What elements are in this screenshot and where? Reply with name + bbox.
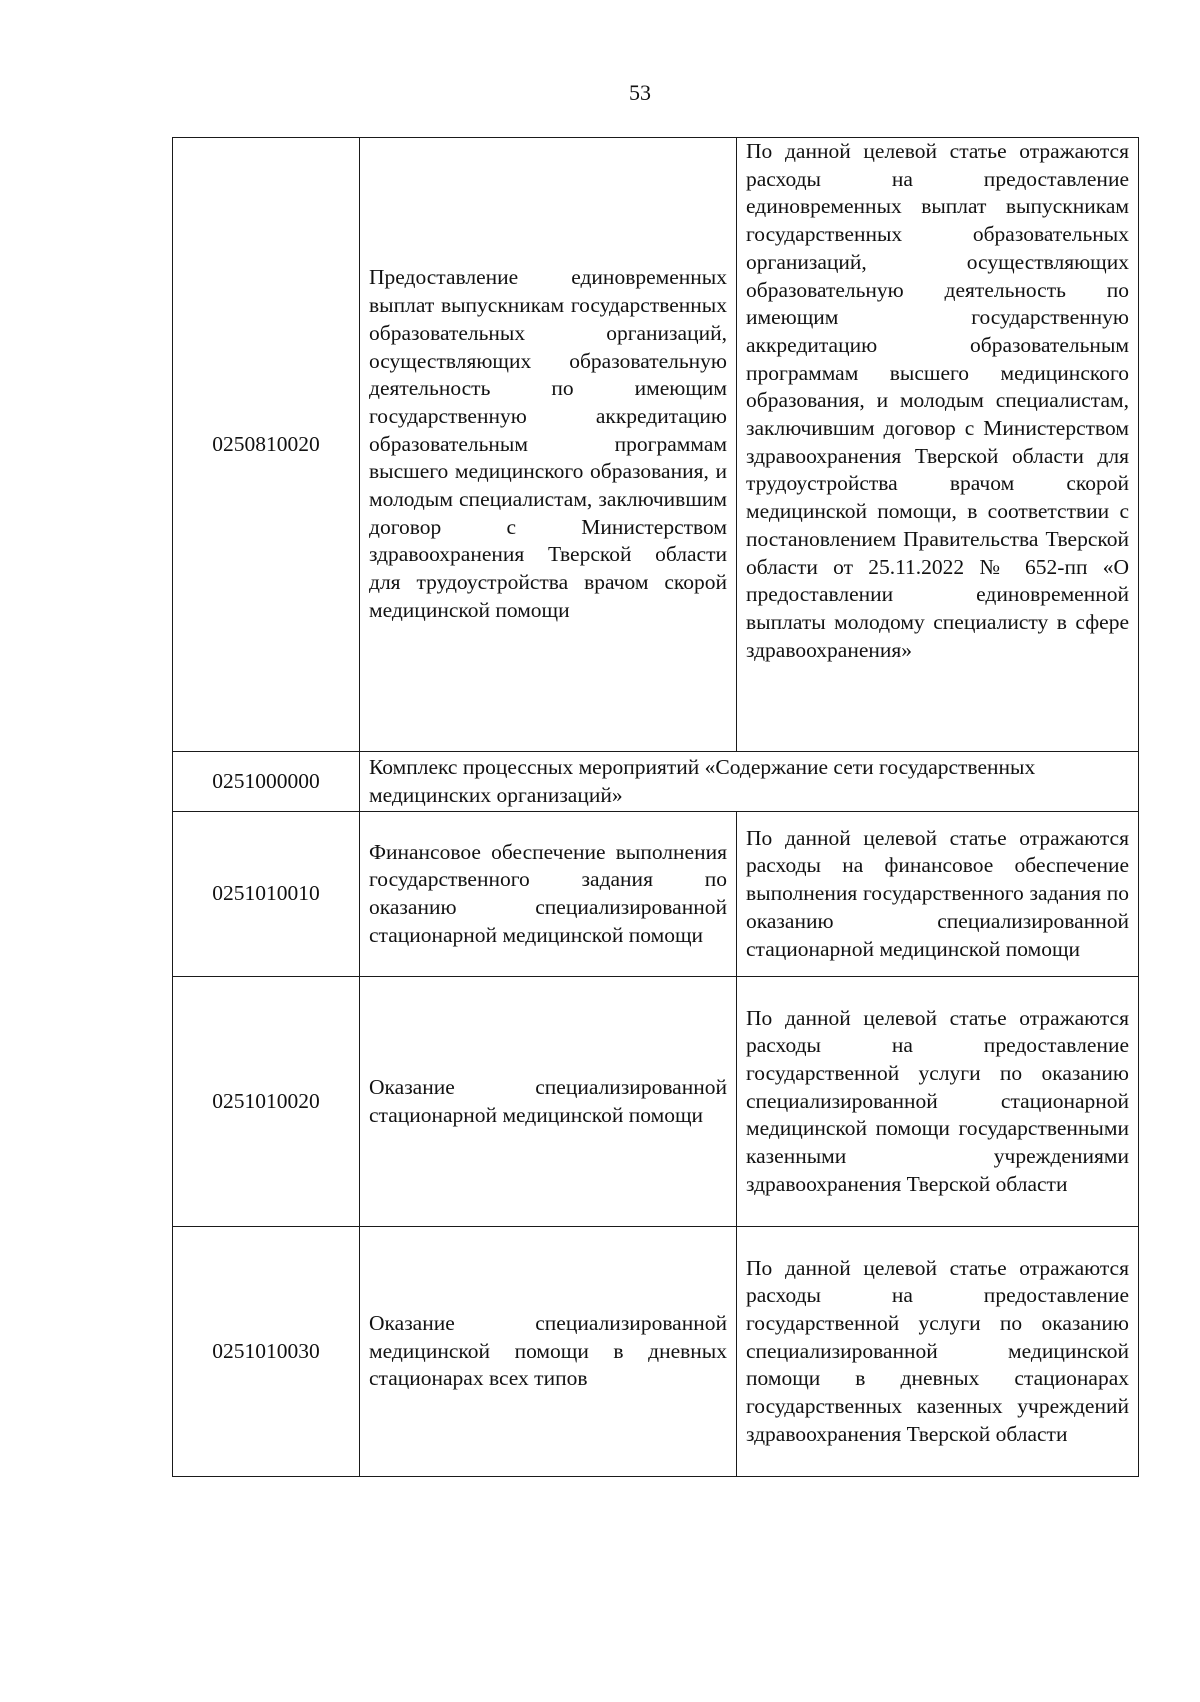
row-code: 0251010020 [173,977,360,1227]
row-name: Комплекс процессных мероприятий «Содержание сети государственных медицинских организаций» [360,752,1139,812]
table-row [173,1227,1139,1477]
row-description: По данной целевой статье отражаются расходы на предоставление государственной услуги по оказанию специализированной стационарной медицинской помощи государственными казенными учреждениями здравоохранения Тверской области [737,977,1139,1227]
row-name: Оказание специализированной стационарной медицинской помощи [360,977,737,1227]
row-description: По данной целевой статье отражаются расходы на финансовое обеспечение выполнения государственного задания по оказанию специализированной стационарной медицинской помощи [737,812,1139,977]
row-name: Предоставление единовременных выплат выпускникам государственных образовательных организаций, осуществляющих образовательную деятельность по имеющим государственную аккредитацию образовательным программам высшего медицинского образования, и молодым специалистам, заключившим договор с Министерством здравоохранения Тверской области для трудоустройства врачом скорой медицинской помощи [360,138,737,752]
row-code: 0251000000 [173,752,360,812]
table-row [173,812,1139,977]
row-description: По данной целевой статье отражаются расходы на предоставление государственной услуги по оказанию специализированной медицинской помощи в дневных стационарах государственных казенных учреждений здравоохранения Тверской области [737,1227,1139,1477]
row-code: 0251010010 [173,812,360,977]
table-row [173,138,1139,752]
row-description: По данной целевой статье отражаются расходы на предоставление единовременных выплат выпускникам государственных образовательных организаций, осуществляющих образовательную деятельность по имеющим государственную аккредитацию образовательным программам высшего медицинского образования, и молодым специалистам, заключившим договор с Министерством здравоохранения Тверской области для трудоустройства врачом скорой медицинской помощи, в соответствии с постановлением Правительства Тверской области от 25.11.2022 № 652-пп «О предоставлении единовременной выплаты молодому специалисту в сфере здравоохранения» [737,138,1139,752]
row-name: Оказание специализированной медицинской помощи в дневных стационарах всех типов [360,1227,737,1477]
row-code: 0251010030 [173,1227,360,1477]
row-code: 0250810020 [173,138,360,752]
page-number: 53 [629,80,651,105]
row-name: Финансовое обеспечение выполнения государственного задания по оказанию специализированной стационарной медицинской помощи [360,812,737,977]
table-row [173,752,1139,812]
table-row [173,977,1139,1227]
budget-classification-table [172,137,1139,1477]
